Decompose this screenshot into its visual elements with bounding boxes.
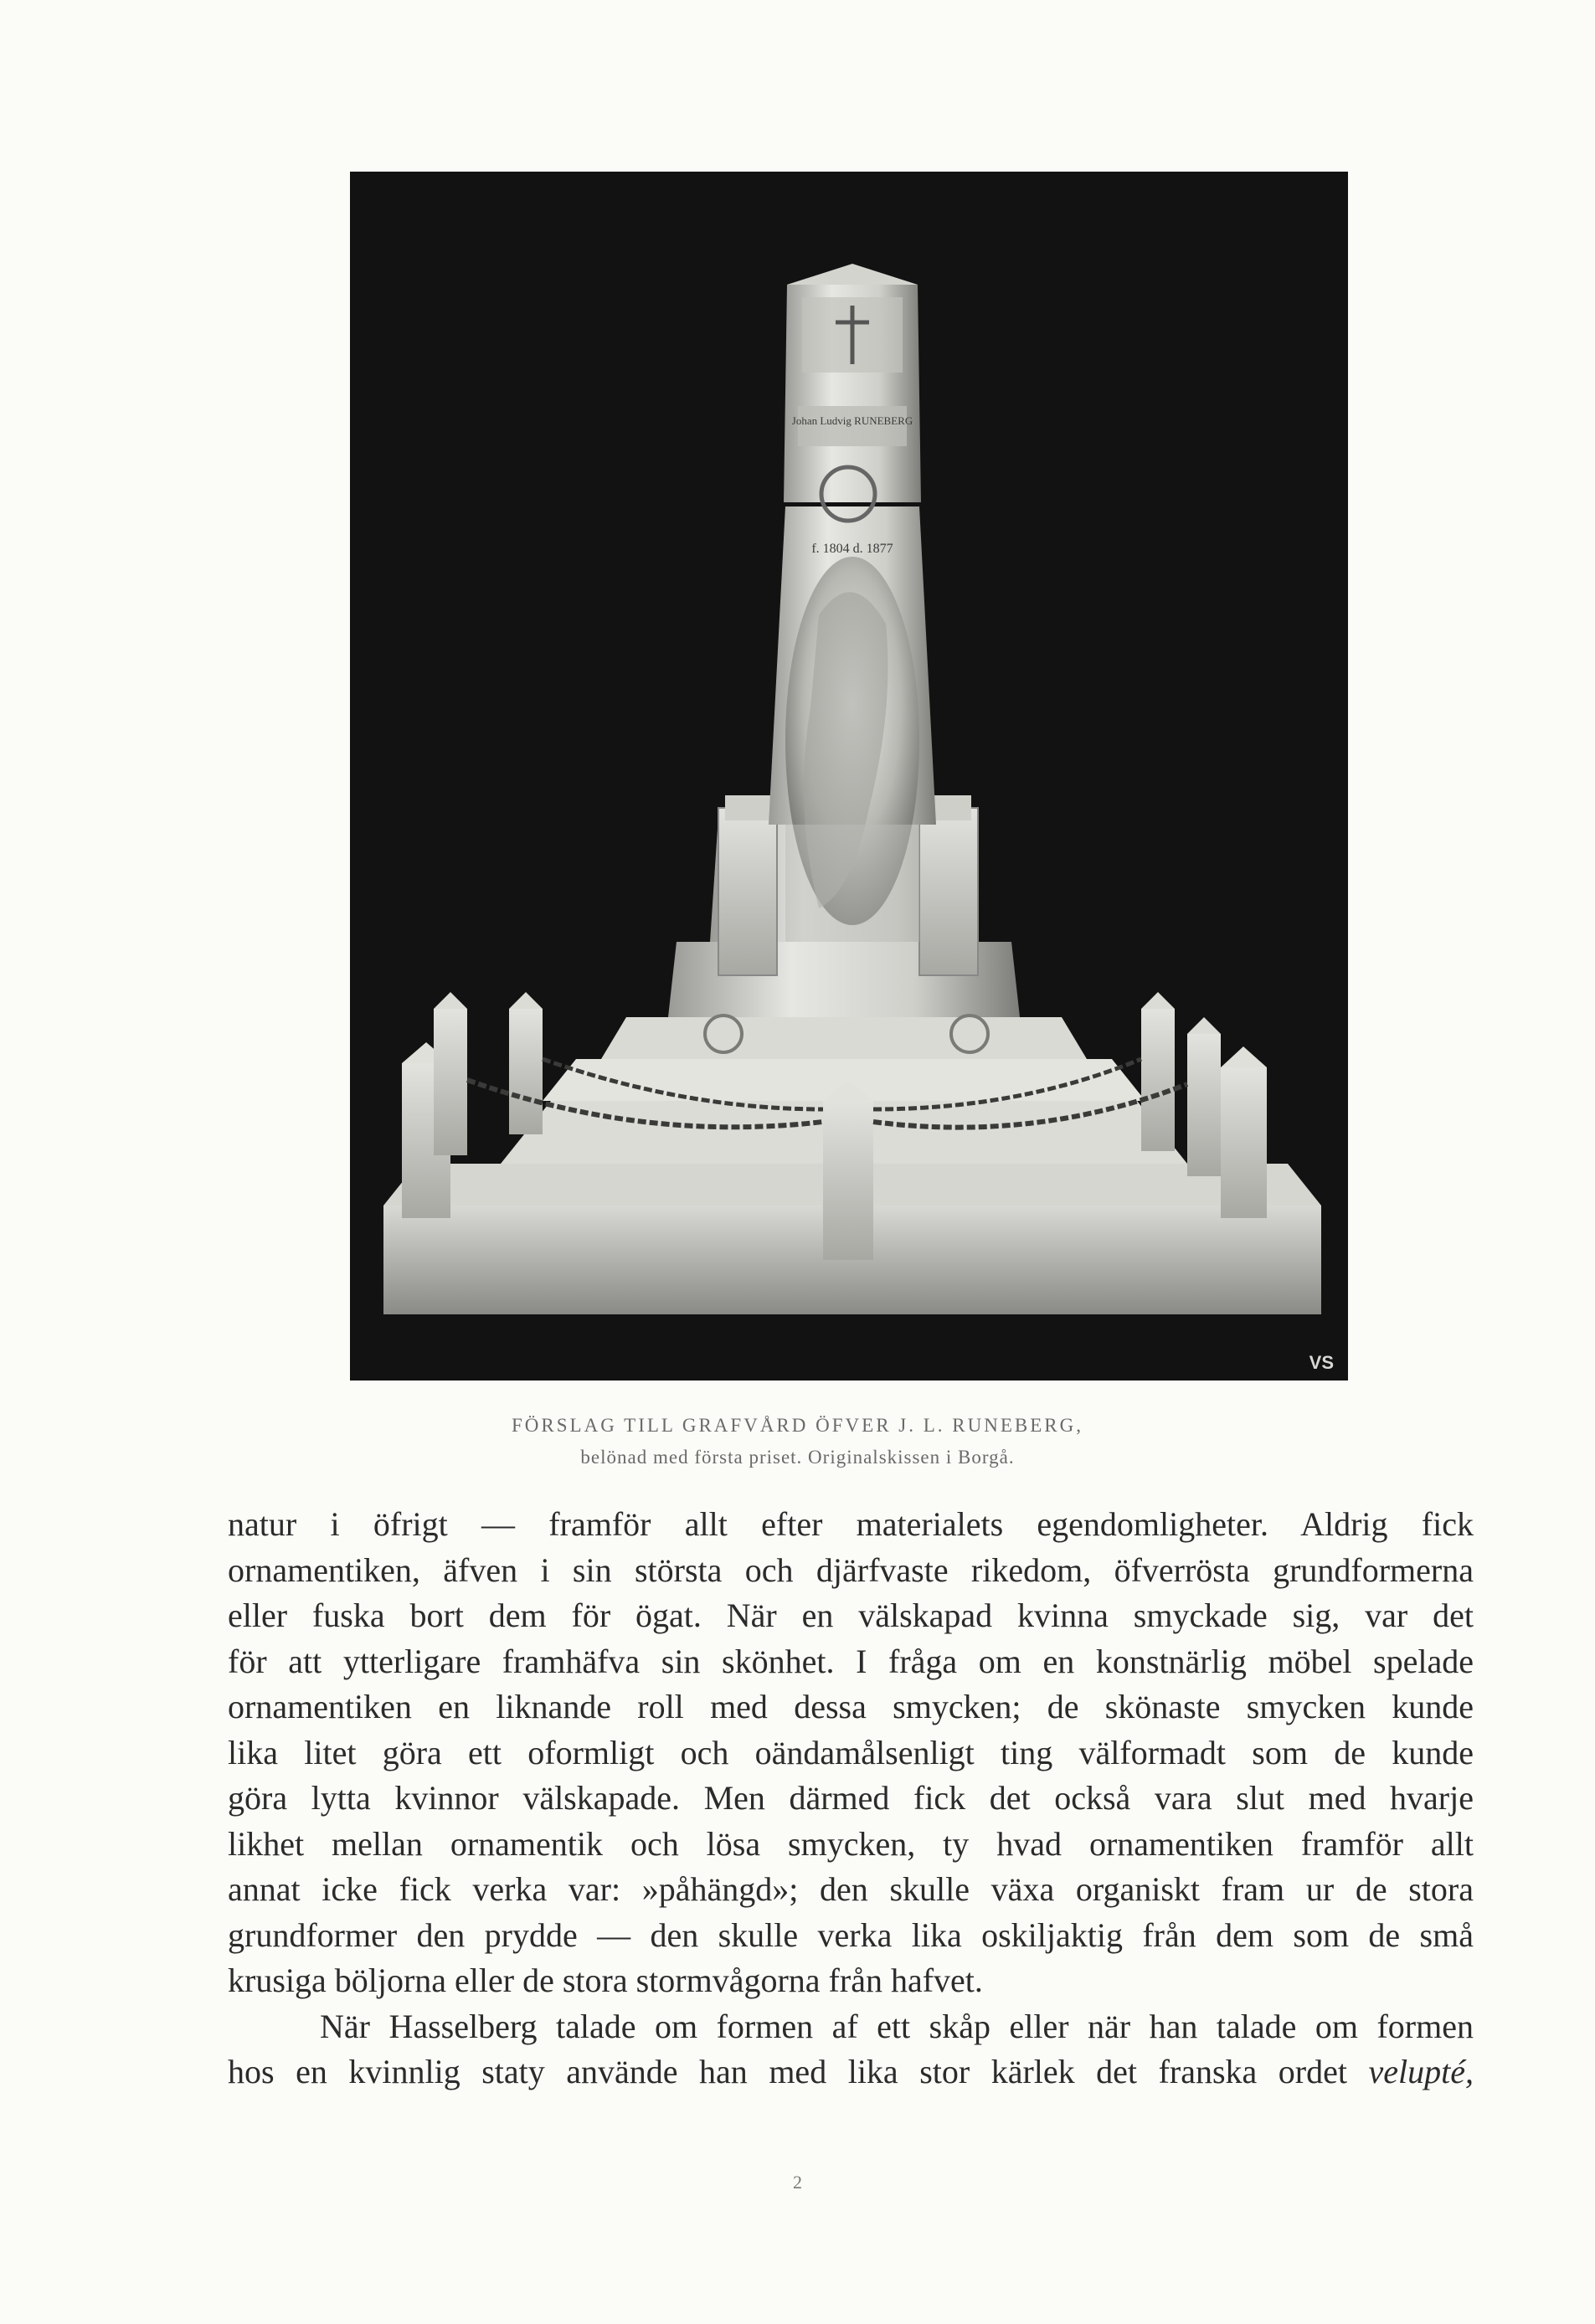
text-line: eller fuska bort dem för ögat. När en välskapad kvinna smyckade sig, var det xyxy=(228,1596,1474,1634)
body-text xyxy=(228,1502,1474,2095)
caption-subtitle: belönad med första priset. Originalskissen i Borgå. xyxy=(580,1447,1015,1468)
italic-word: velupté, xyxy=(1368,2053,1474,2090)
text-line: annat icke fick verka var: »påhängd»; den skulle växa organiskt fram ur de stora xyxy=(228,1870,1474,1908)
monument-photograph xyxy=(350,172,1348,1381)
photographer-mark: VS xyxy=(1309,1352,1334,1373)
text-line: för att ytterligare framhäfva sin skönhet. I fråga om en konstnärlig möbel spelade xyxy=(228,1642,1474,1680)
text-line: natur i öfrigt — framför allt efter materialets egendomligheter. Aldrig fick xyxy=(228,1505,1474,1543)
monument-name: Johan Ludvig RUNEBERG xyxy=(791,414,913,427)
text-line: göra lytta kvinnor välskapade. Men därmed fick det också vara slut med hvarje xyxy=(228,1779,1474,1817)
text-line: likhet mellan ornamentik och lösa smycken, ty hvad ornamentiken framför allt xyxy=(228,1824,1474,1863)
text-line: grundformer den prydde — den skulle verka lika oskiljaktig från dem som de små xyxy=(228,1915,1474,1954)
text-line-final xyxy=(228,2049,1474,2095)
fence-post-right-front xyxy=(1221,1046,1267,1218)
fence-post-center xyxy=(823,1080,873,1260)
fence-post-right-back xyxy=(1141,992,1175,1151)
fence-post-left-back xyxy=(509,992,543,1134)
text-line: ornamentiken en liknande roll med dessa smycken; de skönaste smycken kunde xyxy=(228,1688,1474,1725)
fence-post-left-mid xyxy=(434,992,467,1155)
text-line: hos en kvinnlig staty använde han med lika stor kärlek det franska ordet xyxy=(228,2053,1347,2090)
page-number: 2 xyxy=(793,2172,802,2193)
fence-post-right-mid xyxy=(1187,1017,1221,1176)
text-line: När Hasselberg talade om formen af ett skåp eller när han talade om formen xyxy=(320,2007,1474,2045)
monument-dates: f. 1804 d. 1877 xyxy=(811,542,893,556)
caption-title: FÖRSLAG TILL GRAFVÅRD ÖFVER J. L. RUNEBERG, xyxy=(512,1415,1083,1436)
text-line: ornamentiken, äfven i sin största och djärfvaste rikedom, öfverrösta grundformerna xyxy=(228,1550,1474,1589)
text-line: lika litet göra ett oformligt och oändamålsenligt ting välformadt som de kunde xyxy=(228,1733,1474,1771)
text-line: krusiga böljorna eller de stora stormvågorna från hafvet. xyxy=(228,1962,983,1999)
